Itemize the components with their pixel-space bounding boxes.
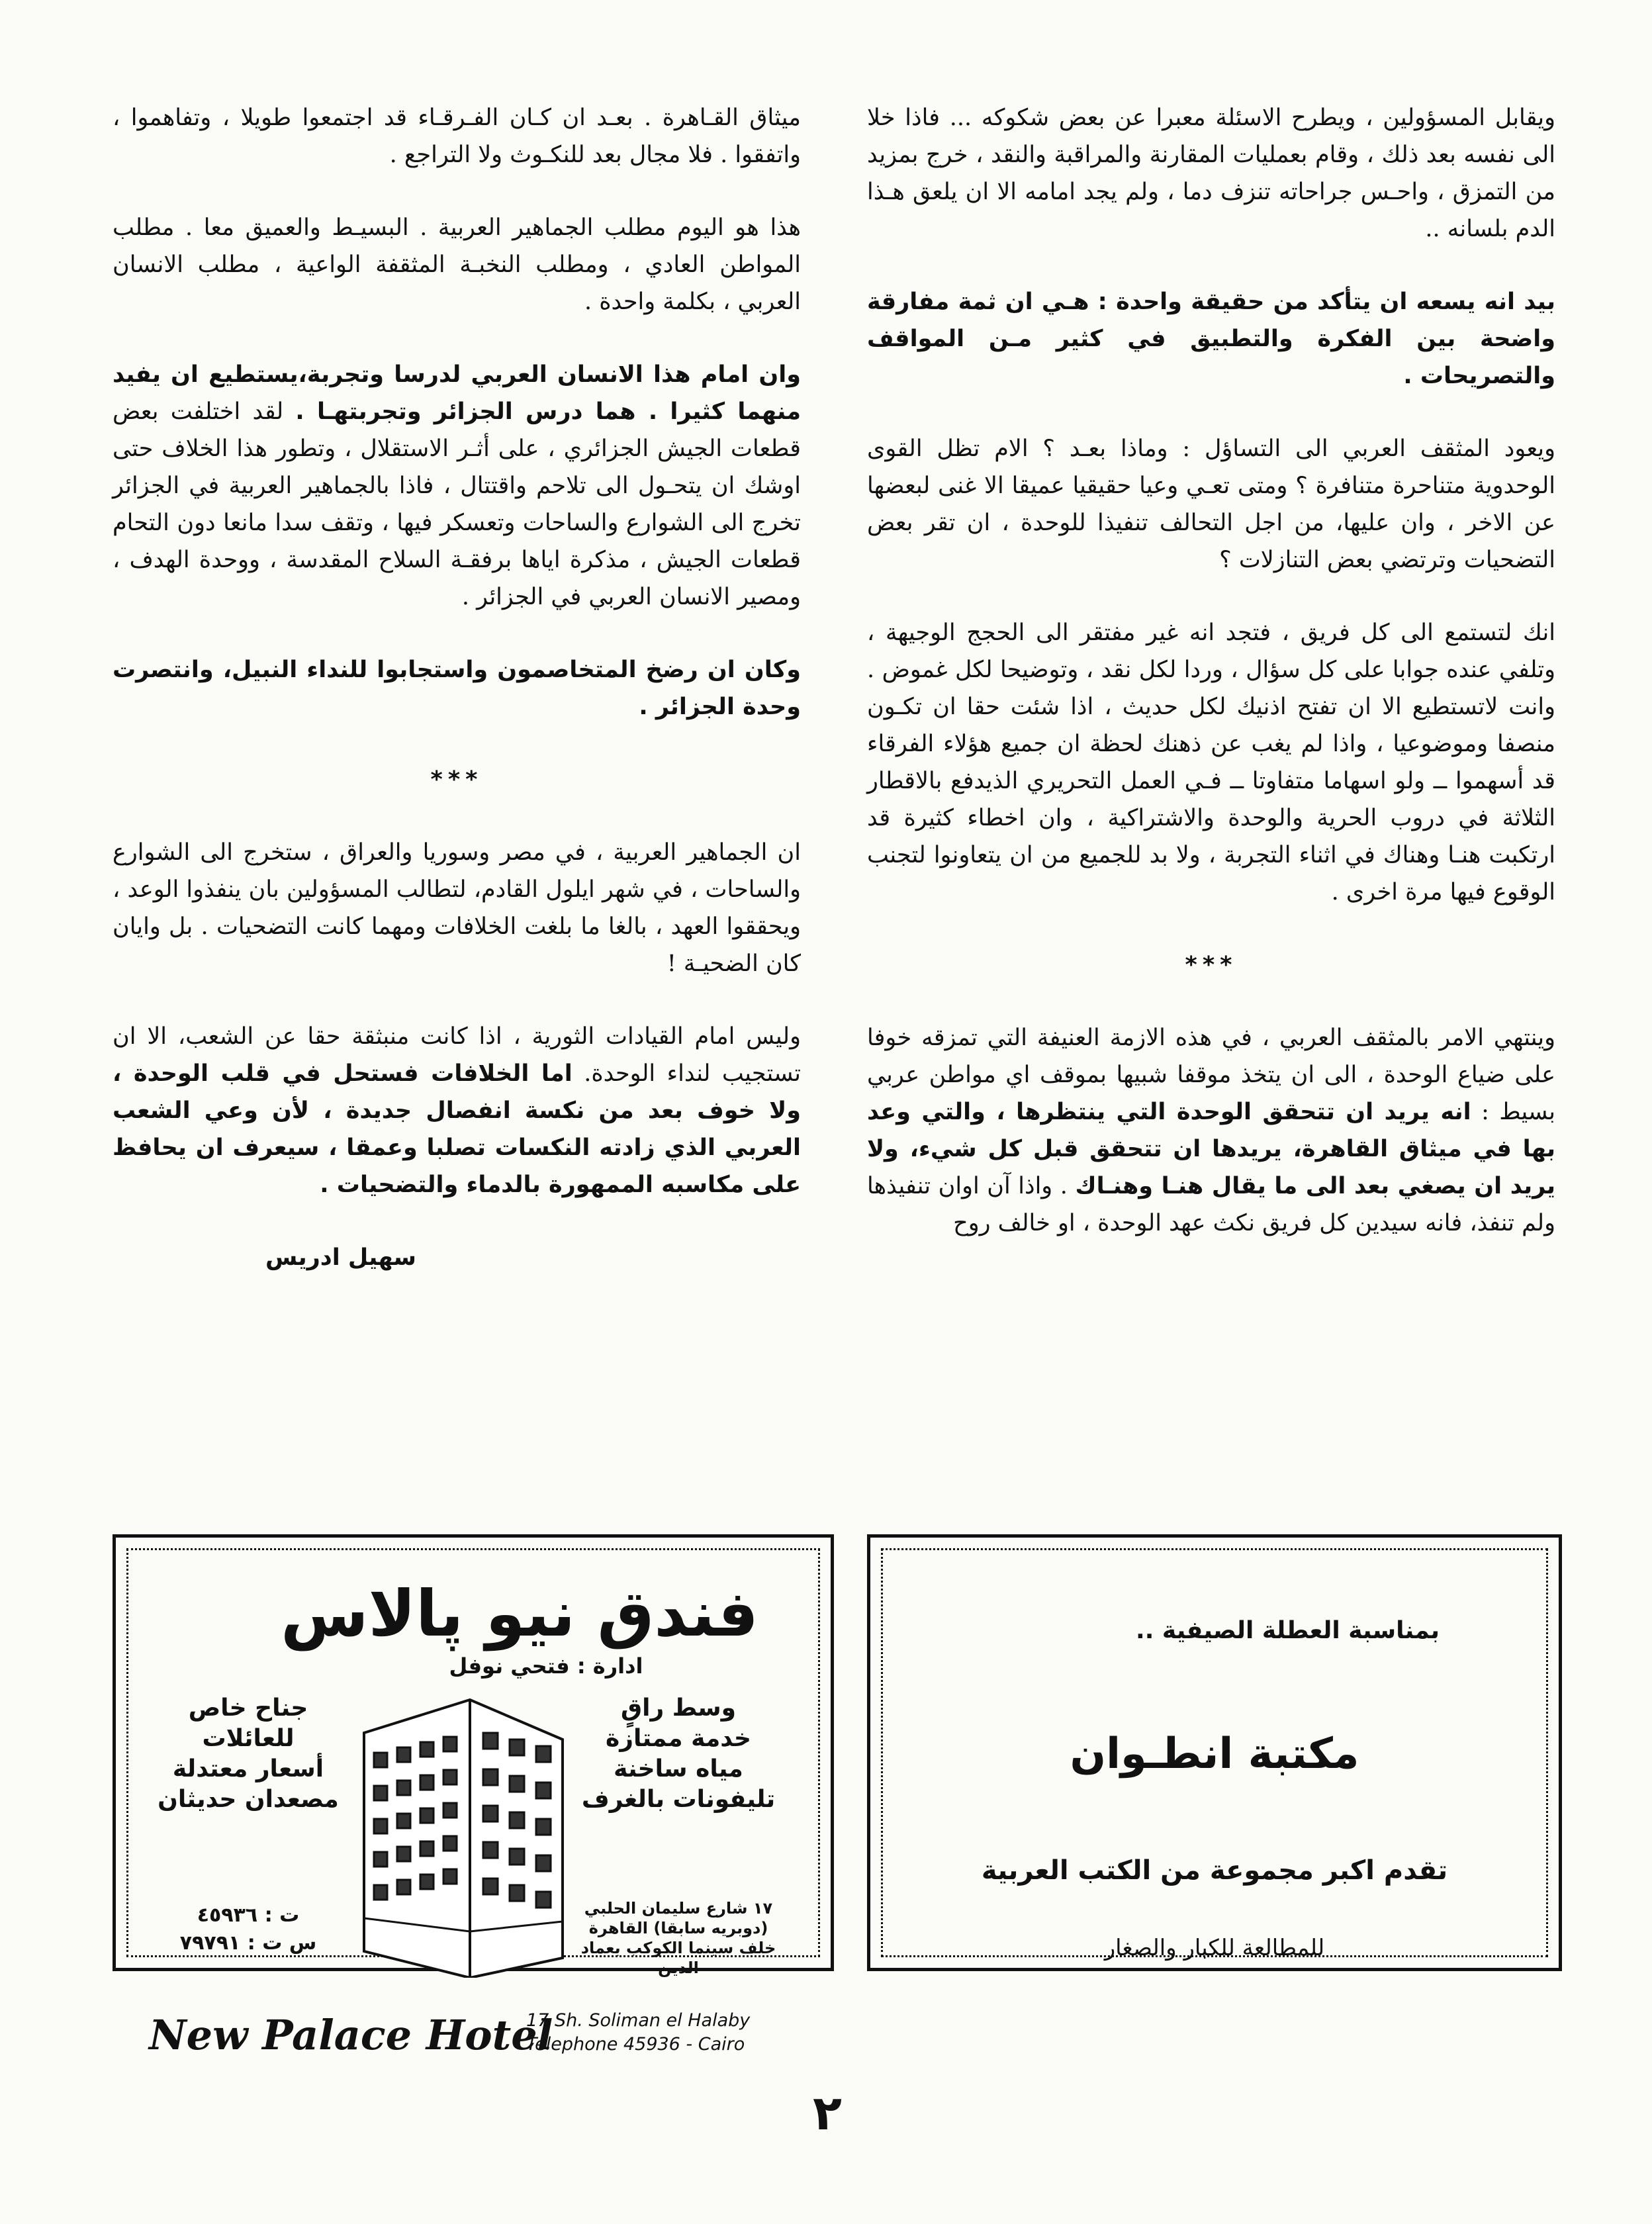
bookstore-offer: تقدم اكبر مجموعة من الكتب العربية: [981, 1855, 1448, 1886]
list-item: جناح خاص: [188, 1694, 308, 1722]
list-item: مياه ساخنة: [614, 1755, 743, 1783]
address-line: (دوبريه سابقا) القاهرة: [588, 1919, 768, 1937]
hotel-phones: [152, 1902, 344, 1957]
text-run-bold: اما الخلافات فستحل في قلب الوحدة ، ولا خوف بعد من نكسة انفصال جديدة ، لأن وعي الشعب العربي الذي زادته النكسات تصلبا وعمقا ، سيعرف ان يحافظ على مكاسبه الممهورة بالدماء والتضحيات .: [113, 1060, 801, 1198]
article-paragraph: هذا هو اليوم مطلب الجماهير العربية . البسيـط والعميق معا . مطلب المواطن العادي ، ومطلب النخبـة المثقفة الواعية ، مطلب الانسان العربي ، بكلمة واحدة .: [113, 214, 801, 315]
hotel-address-arabic: [579, 1898, 778, 1978]
author-signature: سهيل ادريس: [265, 1244, 416, 1271]
article-paragraph: انك لتستمع الى كل فريق ، فتجد انه غير مفتقر الى الحجج الوجيهة ، وتلفي عنده جوابا على كل سؤال ، وردا لكل نقد ، وتوضيحا لكل غموض . وانت لاتستطيع الا ان تفتح اذنيك لكل حديث ، اذا شئت حقا ان تكـون منصفا وموضوعيا ، واذا لم يغب عن ذهنك لحظة ان جميع هؤلاء الفرقاء قد أسهموا ــ ولو اسهاما متفاوتا ــ فـي العمل التحريري الذيدفع بالاقطار الثلاثة في دروب الحرية والوحدة والاشتراكية ، وان اخطاء كثيرة قد ارتكبت هنـا وهناك في اثناء التجربة ، ولا بد للجميع من ان يتعاونوا لتجنب الوقوع فيها مرة اخرى .: [867, 620, 1555, 905]
article-paragraph: [867, 1019, 1555, 1242]
article-paragraph: ميثاق القـاهرة . بعـد ان كـان الفـرقـاء قد اجتمعوا طويلا ، وتفاهموا ، واتفقوا . فلا مجال بعد للنكـوث ولا التراجع .: [113, 105, 801, 168]
text-run: وليس امام القيادات الثورية ، اذا كانت منبثقة حقا عن الشعب، الا ان تستجيب لنداء الوحدة.: [113, 1023, 801, 1087]
hotel-management: ادارة : فتحي نوفل: [449, 1653, 643, 1679]
hotel-features-left: [152, 1693, 344, 1815]
hotel-features-right: [579, 1693, 778, 1815]
list-item: وسط راقٍ: [620, 1694, 737, 1722]
section-separator: ***: [430, 766, 483, 793]
list-item: مصعدان حديثان: [158, 1786, 339, 1813]
article-paragraph: ان الجماهير العربية ، في مصر وسوريا والعراق ، ستخرج الى الشوارع والساحات ، في شهر ايلول القادم، لتطالب المسؤولين بان ينفذوا الوعد ، ويحققوا العهد ، بالغا ما بلغت الخلافات ومهما كانت التضحيات . بل وايان كان الضحيـة !: [113, 839, 801, 977]
right-column: [867, 99, 1555, 1277]
left-column: [113, 99, 801, 1276]
hotel-address-english: [526, 2009, 750, 2057]
article-paragraph-bold: بيد انه يسعه ان يتأكد من حقيقة واحدة : هـي ان ثمة مفارقة واضحة بين الفكرة والتطبيق في كثير مـن المواقف والتصريحات .: [867, 289, 1555, 389]
bookstore-tagline: للمطالعة للكبار والصغار: [1104, 1935, 1325, 1961]
hotel-name-english: New Palace Hotel: [149, 2011, 553, 2059]
hotel-advertisement: [113, 1534, 834, 2059]
article-paragraph: ويعود المثقف العربي الى التساؤل : وماذا بعـد ؟ الام تظل القوى الوحدوية متناحرة متنافرة ؟ ومتى تعـي وعيا حقيقيا عميقا الا غنى لبعضها عن الاخر ، وان عليها، من اجل التحالف تنفيذا للوحدة ، ان تقر بعض التضحيات وترتضي بعض التنازلات ؟: [867, 436, 1555, 573]
address-line: 17 Sh. Soliman el Halaby: [526, 2010, 751, 2031]
hotel-building-illustration: [351, 1693, 569, 1978]
text-run-bold: انه يريد ان تتحقق الوحدة التي ينتظرها ، والتي وعد بها في ميثاق القاهرة، يريدها ان تتحقق قبل كل شيء، ولا يريد ان يصغي بعد الى ما يقال هنـا وهنـاك: [867, 1099, 1555, 1199]
text-run: . واذا آن اوان تنفيذها ولم تنفذ، فانه سيدين كل فريق نكث عهد الوحدة ، او خالف روح: [867, 1173, 1555, 1236]
list-item: للعائلات: [202, 1725, 295, 1752]
section-separator: ***: [1185, 952, 1238, 978]
ad-occasion: بمناسبة العطلة الصيفية ..: [1136, 1617, 1440, 1644]
phone-line: ت : ٤٥٩٣٦: [197, 1904, 300, 1927]
list-item: خدمة ممتازة: [605, 1725, 751, 1752]
bookstore-name: مكتبة انطـوان: [1070, 1730, 1359, 1779]
list-item: أسعار معتدلة: [172, 1755, 324, 1783]
page-number: ٢: [813, 2085, 842, 2141]
text-run-bold: وان امام هذا الانسان العربي لدرسا وتجربة،يستطيع ان يفيد منهما كثيرا . هما درس الجزائر وتجربتهـا .: [113, 361, 801, 425]
article-paragraph: [113, 356, 801, 616]
address-line: ١٧ شارع سليمان الحلبي: [584, 1899, 773, 1918]
article-paragraph-bold: وكان ان رضخ المتخاصمون واستجابوا للنداء النبيل، وانتصرت وحدة الجزائر .: [113, 657, 801, 720]
address-line: خلف سينما الكوكب بعماد الدين: [580, 1939, 776, 1977]
phone-line: س ت : ٧٩٧٩١: [179, 1931, 317, 1955]
list-item: تليفونات بالغرف: [581, 1786, 776, 1813]
phone-line: Telephone 45936 - Cairo: [526, 2034, 745, 2055]
bookstore-advertisement: [867, 1534, 1562, 1971]
text-run: وينتهي الامر بالمثقف العربي ، في هذه الازمة العنيفة التي تمزقه خوفا على ضياع الوحدة ، الى ان يتخذ موقفا شبيها بموقف اي مواطن عربي بسيط :: [867, 1025, 1555, 1125]
text-run: لقد اختلفت بعض قطعات الجيش الجزائري ، على أثـر الاستقلال ، وتطور هذا الخلاف حتى اوشك ان يتحـول الى تلاحم واقتتال ، فاذا بالجماهير العربية في الجزائر تخرج الى الشوارع والساحات وتعسكر فيها ، وتقف سدا مانعا دون التحام قطعات الجيش ، مذكرة اياها برفقـة السلاح المقدسة ، ووحدة الهدف ، ومصير الانسان العربي في الجزائر .: [113, 398, 801, 610]
hotel-title: فندق نيو پالاس: [281, 1577, 758, 1651]
article-paragraph: [113, 1018, 801, 1203]
article-paragraph: ويقابل المسؤولين ، ويطرح الاسئلة معبرا عن بعض شكوكه ... فاذا خلا الى نفسه بعد ذلك ، وقام بعمليات المقارنة والمراقبة والنقد ، خرج بمزيد من التمزق ، واحـس جراحاته تنزف دما ، ولم يجد امامه الا ان يلعق هـذا الدم بلسانه ..: [867, 105, 1555, 242]
